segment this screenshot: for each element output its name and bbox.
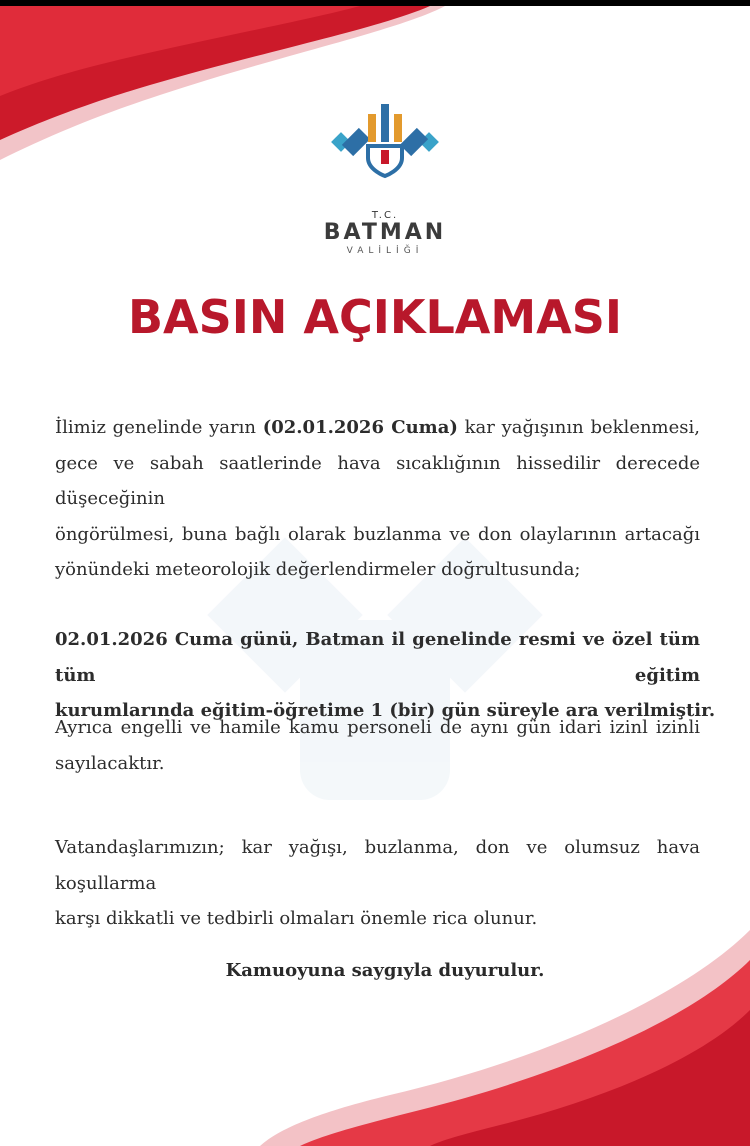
p1-text-c: kar yağışının beklenmesi, <box>464 417 700 438</box>
paragraph-1-line-3: öngörülmesi, buna bağlı olarak buzlanma ve don olaylarının artacağı <box>55 523 700 545</box>
p1-text-a: İlimiz genelinde yarın <box>55 417 256 438</box>
header-prefix: T.C. <box>371 210 399 221</box>
p1-date-bold: (02.01.2026 Cuma) <box>262 417 458 438</box>
logo-emblem <box>331 104 439 176</box>
batman-governorship-logo <box>330 100 440 180</box>
paragraph-1 <box>55 410 700 588</box>
paragraph-4 <box>55 830 700 937</box>
paragraph-2-line-2: kurumlarında eğitim-öğretime 1 (bir) gün süreyle ara verilmiştir. <box>55 700 716 721</box>
paragraph-4-line-1: Vatandaşlarımızın; kar yağışı, buzlanma, don ve olumsuz hava koşullarma <box>55 837 700 894</box>
page-title: BASIN AÇIKLAMASI <box>127 290 623 344</box>
paragraph-3 <box>55 710 700 781</box>
header-city: BATMAN <box>323 220 447 245</box>
paragraph-1-line-1 <box>55 410 700 446</box>
paragraph-3-line-1: Ayrıca engelli ve hamile kamu personeli de aynı gün idari izinl izinli <box>55 717 700 738</box>
paragraph-1-line-2: gece ve sabah saatlerinde hava sıcaklığının hissedilir derecede düşeceğinin <box>55 452 700 509</box>
paragraph-1-line-4: yönündeki meteorolojik değerlendirmeler doğrultusunda; <box>55 559 581 580</box>
paragraph-4-line-2: karşı dikkatli ve tedbirli olmaları önemle rica olunur. <box>55 908 538 929</box>
paragraph-3-line-2: sayılacaktır. <box>55 752 165 774</box>
header-office: VALİLİĞİ <box>346 246 424 256</box>
closing-statement: Kamuoyuna saygıyla duyurulur. <box>225 960 545 981</box>
paragraph-2-line-1: 02.01.2026 Cuma günü, Batman il genelinde resmi ve özel tüm tüm eğitim <box>55 629 700 686</box>
